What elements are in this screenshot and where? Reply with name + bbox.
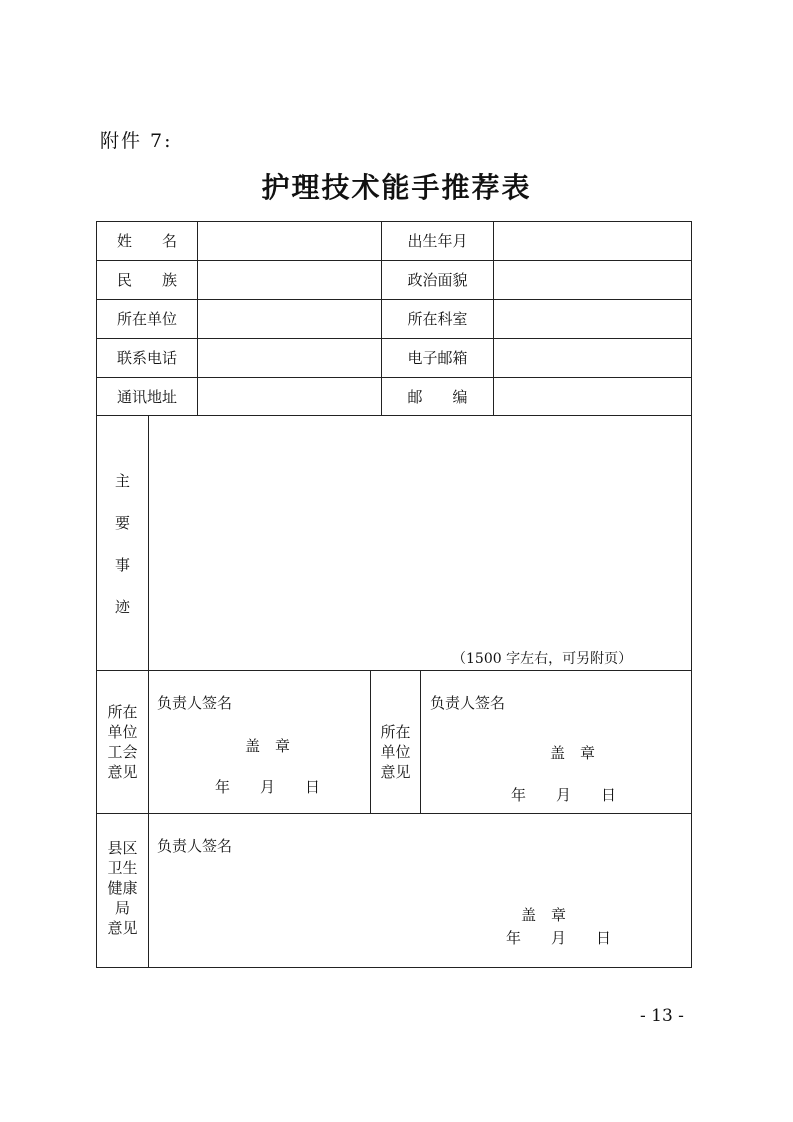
unit-label-line-1: 所在 — [380, 723, 411, 741]
field-political-status[interactable] — [494, 261, 691, 299]
field-postcode[interactable] — [494, 378, 691, 415]
deeds-text-area[interactable] — [149, 416, 691, 646]
union-label-line-4: 意见 — [107, 763, 138, 781]
union-label-line-1: 所在 — [107, 703, 138, 721]
label-name: 姓 名 — [116, 232, 177, 250]
county-label-line-3: 健康 — [107, 879, 138, 897]
label-address: 通讯地址 — [116, 387, 177, 406]
unit-opinion-label — [371, 722, 420, 782]
label-ethnicity: 民 族 — [116, 271, 177, 289]
county-label-line-4: 局 — [114, 899, 130, 917]
field-name[interactable] — [198, 222, 381, 260]
county-date-label: 年 月 日 — [506, 929, 612, 947]
label-department: 所在科室 — [407, 310, 468, 328]
union-date-label: 年 月 日 — [215, 778, 321, 796]
deeds-label-char-3: 事 — [114, 556, 130, 574]
field-address[interactable] — [198, 378, 381, 415]
page-number: - 13 - — [640, 1006, 684, 1026]
label-email: 电子邮箱 — [407, 349, 468, 367]
label-birth-date: 出生年月 — [407, 232, 468, 250]
field-phone[interactable] — [198, 339, 381, 377]
union-label-line-2: 单位 — [107, 723, 138, 741]
county-label-line-1: 县区 — [107, 839, 138, 857]
label-phone: 联系电话 — [116, 349, 177, 367]
union-signer-label: 负责人签名 — [157, 694, 233, 712]
deeds-length-note: （1500 字左右，可另附页） — [452, 651, 633, 667]
deeds-label-char-1: 主 — [114, 472, 130, 490]
field-department[interactable] — [494, 300, 691, 338]
label-political-status: 政治面貌 — [407, 271, 468, 289]
unit-label-line-2: 单位 — [380, 743, 411, 761]
union-label-line-3: 工会 — [107, 743, 138, 761]
label-work-unit: 所在单位 — [116, 310, 177, 328]
deeds-label-char-2: 要 — [114, 514, 130, 532]
unit-label-line-3: 意见 — [380, 763, 411, 781]
unit-stamp-label: 盖 章 — [550, 744, 596, 762]
county-stamp-label: 盖 章 — [521, 906, 567, 924]
field-work-unit[interactable] — [198, 300, 381, 338]
field-birth-date[interactable] — [494, 222, 691, 260]
field-email[interactable] — [494, 339, 691, 377]
label-postcode: 邮 编 — [407, 387, 468, 406]
county-label-line-5: 意见 — [107, 919, 138, 937]
union-opinion-label — [97, 702, 148, 782]
county-label-line-2: 卫生 — [107, 859, 138, 877]
field-ethnicity[interactable] — [198, 261, 381, 299]
union-stamp-label: 盖 章 — [245, 737, 291, 755]
attachment-label: 附件 7: — [100, 130, 173, 152]
county-signer-label: 负责人签名 — [157, 837, 233, 855]
deeds-label-char-4: 迹 — [114, 598, 130, 616]
unit-signer-label: 负责人签名 — [430, 694, 506, 712]
form-title: 护理技术能手推荐表 — [261, 171, 532, 204]
unit-date-label: 年 月 日 — [511, 786, 617, 804]
county-opinion-label — [97, 838, 148, 938]
